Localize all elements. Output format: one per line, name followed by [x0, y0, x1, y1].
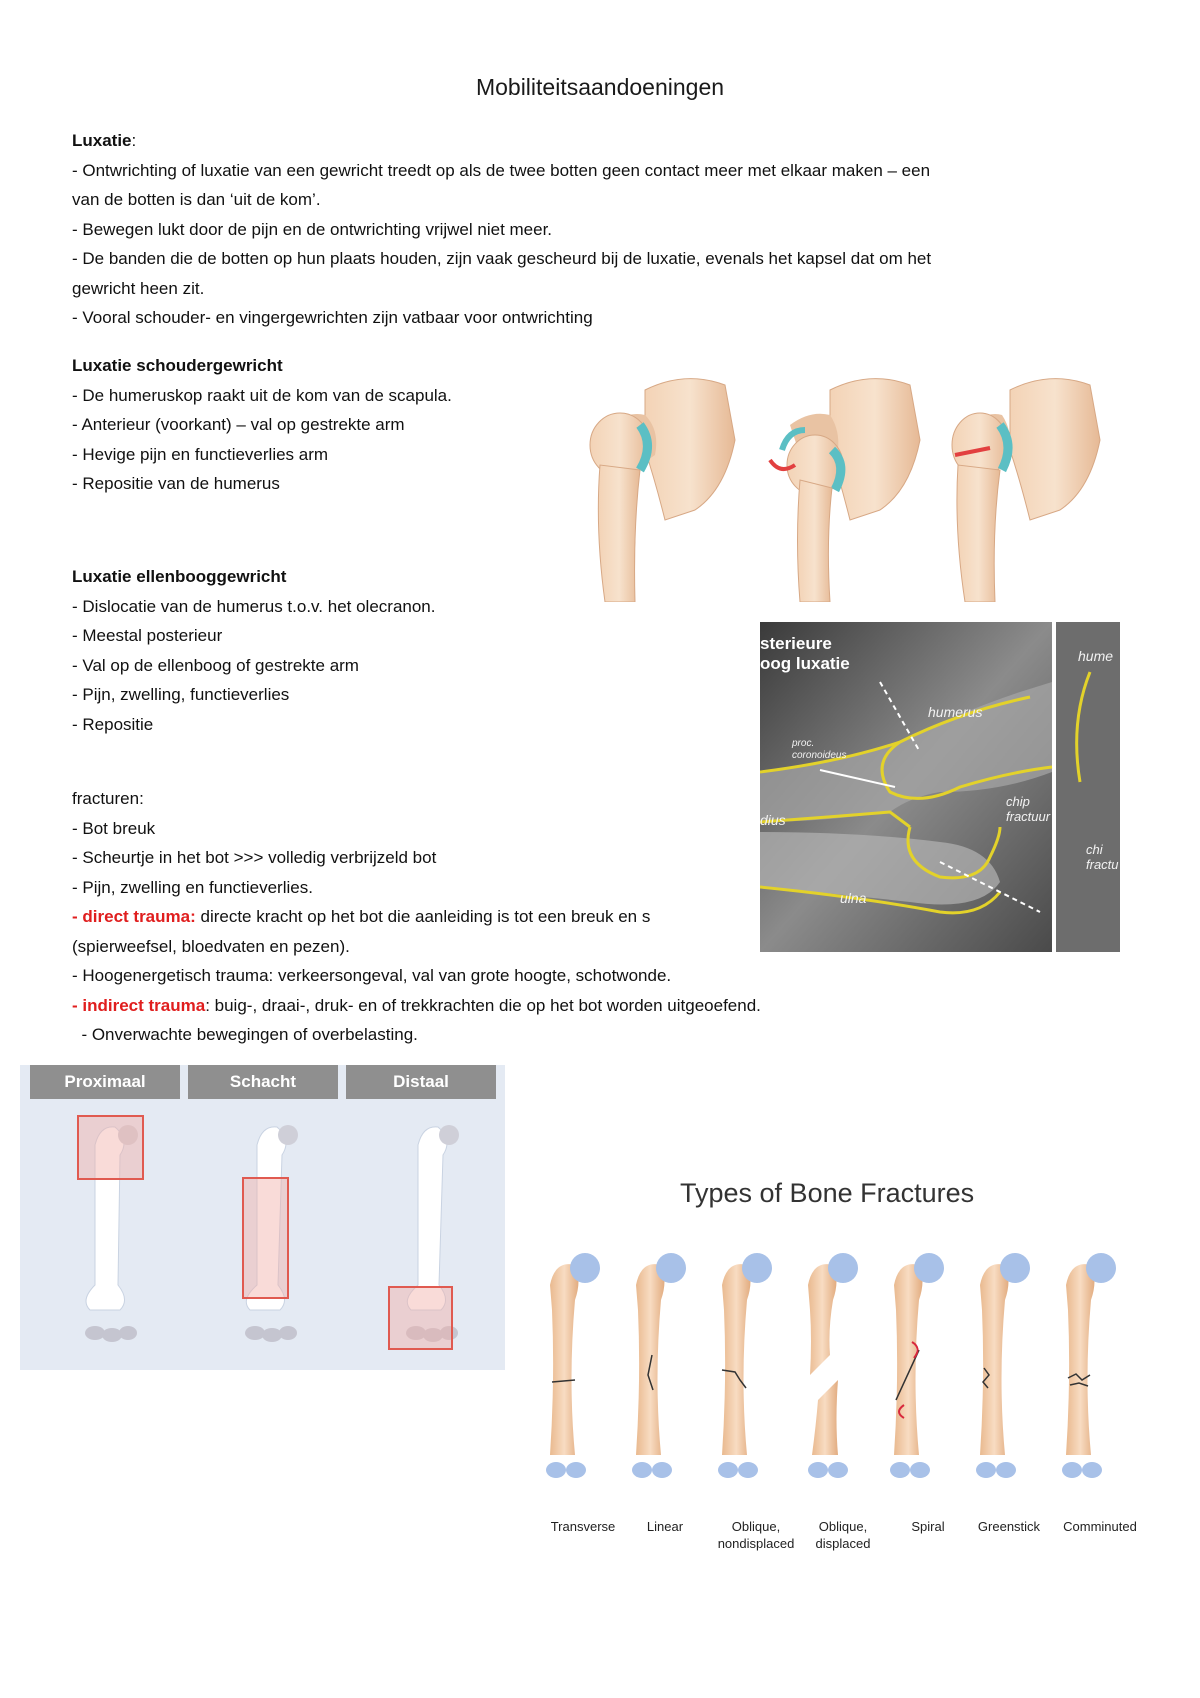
luxatie-heading-colon: :: [131, 131, 137, 150]
fracture-label-linear: Linear: [646, 1519, 684, 1534]
ellenboog-line: - Repositie: [72, 714, 154, 734]
ellenboog-line: - Val op de ellenboog of gestrekte arm: [72, 655, 359, 675]
fracturen-line: - Pijn, zwelling en functieverlies.: [72, 877, 313, 897]
fracture-label-oblique-displaced: Oblique, displaced: [815, 1519, 871, 1551]
fracture-greenstick: [976, 1253, 1030, 1478]
luxatie-line: van de botten is dan ‘uit de kom’.: [72, 190, 321, 209]
xray-tag-ulna: ulna: [840, 890, 867, 906]
fracture-label-comminuted: Comminuted: [1063, 1519, 1137, 1534]
femur-proximaal: [78, 1116, 143, 1342]
direct-trauma-prefix: -: [72, 907, 83, 926]
shoulder-dislocation-illustration: [575, 370, 1120, 602]
xray-tag-dius: dius: [760, 812, 786, 828]
direct-trauma-text: directe kracht op het bot die aanleiding is tot een breuk en s: [195, 907, 651, 926]
elbow-xray: [760, 622, 1120, 952]
indirect-trauma-text: : buig-, draai-, druk- en of trekkrachten die op het bot worden uitgeoefend.: [205, 995, 761, 1015]
schouder-section: [72, 351, 572, 499]
fracture-linear: [632, 1253, 686, 1478]
xray-tag-chip: chip fractuur: [1006, 794, 1051, 824]
femur-distaal: [389, 1125, 459, 1349]
direct-trauma-continuation: (spierweefsel, bloedvaten en pezen).: [72, 936, 350, 956]
fracture-oblique-displaced: [808, 1253, 858, 1478]
fracture-label-oblique-nondisplaced: Oblique, nondisplaced: [717, 1519, 795, 1551]
shoulder-dislocation: [952, 379, 1100, 602]
region-header-distaal: Distaal: [346, 1065, 496, 1099]
hoogenergetisch-line: - Hoogenergetisch trauma: verkeersongeval, val van grote hoogte, schotwonde.: [72, 966, 672, 985]
femur-regions-illustration: [20, 1065, 505, 1370]
luxatie-line: - De banden die de botten op hun plaats houden, zijn vaak gescheurd bij de luxatie, evenals het kapsel dat om het: [72, 249, 932, 268]
luxatie-heading: [72, 126, 1132, 156]
schouder-line: - De humeruskop raakt uit de kom van de scapula.: [72, 385, 452, 405]
fracture-spiral: [890, 1253, 944, 1478]
fracturen-line: - Scheurtje in het bot >>> volledig verbrijzeld bot: [72, 848, 437, 867]
luxatie-line: gewricht heen zit.: [72, 278, 205, 298]
xray-tag-humerus: humerus: [928, 704, 983, 720]
schouder-line: - Repositie van de humerus: [72, 474, 280, 493]
shoulder-subluxation: [770, 379, 920, 602]
luxatie-section: [72, 126, 1132, 333]
page-title: Mobiliteitsaandoeningen: [475, 74, 725, 100]
xray-tag-chi: chi fractu: [1086, 842, 1119, 872]
schouder-line: - Hevige pijn en functieverlies arm: [72, 444, 329, 464]
ellenboog-section: [72, 562, 572, 739]
xray-caption: [760, 634, 850, 674]
fracture-label-spiral: Spiral: [911, 1519, 945, 1534]
fracture-types-illustration: [530, 1240, 1150, 1490]
fracture-transverse: [546, 1253, 600, 1478]
ellenboog-line: - Pijn, zwelling, functieverlies: [72, 685, 290, 704]
luxatie-line: - Vooral schouder- en vingergewrichten zijn vatbaar voor ontwrichting: [72, 308, 593, 327]
ellenboog-heading: Luxatie ellenbooggewricht: [72, 567, 287, 586]
schouder-heading: Luxatie schoudergewricht: [72, 356, 283, 375]
indirect-trauma-line: [72, 991, 1072, 1021]
region-header-proximaal: Proximaal: [30, 1065, 180, 1099]
direct-trauma-label: direct trauma:: [82, 907, 196, 926]
onverwacht-line: - Onverwachte bewegingen of overbelasting.: [72, 1025, 418, 1044]
xray-caption-line: oog luxatie: [760, 654, 850, 673]
luxatie-line: - Ontwrichting of luxatie van een gewricht treedt op als de twee botten geen contact meer met elkaar maken – een: [72, 160, 931, 180]
femur-schacht: [243, 1125, 298, 1342]
ellenboog-line: - Dislocatie van de humerus t.o.v. het olecranon.: [72, 596, 436, 616]
indirect-trauma-prefix: -: [72, 995, 83, 1015]
xray-caption-line: sterieure: [760, 634, 832, 653]
fracturen-line: - Bot breuk: [72, 818, 156, 838]
xray-tag-proc: proc. coronoideus: [792, 738, 847, 761]
fracture-types-title: Types of Bone Fractures: [680, 1178, 975, 1208]
schouder-line: - Anterieur (voorkant) – val op gestrekte arm: [72, 415, 405, 434]
shoulder-normal: [590, 379, 735, 602]
ellenboog-line: - Meestal posterieur: [72, 626, 223, 645]
fracture-label-transverse: Transverse: [550, 1519, 616, 1534]
fracture-comminuted: [1062, 1253, 1116, 1478]
fracture-label-greenstick: Greenstick: [977, 1519, 1041, 1534]
bone-regions-panel: [20, 1065, 505, 1370]
luxatie-heading-text: Luxatie: [72, 131, 132, 150]
fracturen-heading: fracturen:: [72, 789, 144, 808]
region-header-schacht: Schacht: [188, 1065, 338, 1099]
luxatie-line: - Bewegen lukt door de pijn en de ontwrichting vrijwel niet meer.: [72, 219, 553, 239]
indirect-trauma-label: indirect trauma: [82, 995, 206, 1015]
xray-tag-hume: hume: [1078, 648, 1114, 664]
fracture-oblique-nondisplaced: [718, 1253, 772, 1478]
